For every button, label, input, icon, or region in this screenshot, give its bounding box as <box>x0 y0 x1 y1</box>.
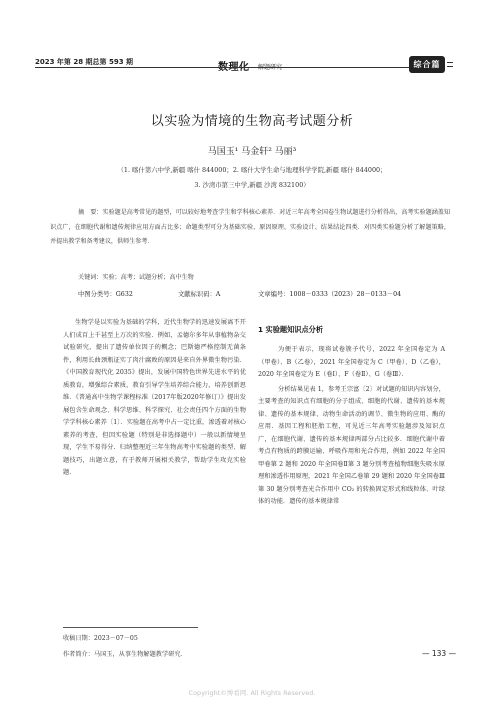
keywords: 关键词：实验；高考；试题分析；高中生物 <box>78 274 194 281</box>
author-bio: 作者简介：马国玉，从事生物解题教学研究． <box>63 651 187 658</box>
header-issue: 2023 年第 28 期总第 593 期 <box>35 58 134 66</box>
header-rule <box>35 67 445 68</box>
right-column <box>258 344 445 511</box>
section-heading: 1 实验题知识点分析 <box>258 325 324 334</box>
column-badge: 综合篇 <box>409 56 445 73</box>
document-code: 文献标识码：A <box>178 291 221 298</box>
clc-number: 中图分类号：G632 <box>78 291 133 298</box>
affiliation-1: （1. 喀什第六中学,新疆 喀什 844000；2. 喀什大学生命与地理科学学院,新疆 喀什 844000； <box>117 166 387 174</box>
header-brand-sub: 解题研究 <box>258 64 283 71</box>
right-paragraph: 为便于表示，现将试卷簇予代号，2022 年全国卷定为 A（甲卷）、B（乙卷），2021 年全国卷定为 C（甲卷）、D（乙卷），2020 年全国卷定为 E（卷Ⅰ）、F（卷Ⅱ）、G（卷Ⅲ）． <box>258 346 445 378</box>
right-paragraph: 分析结果见表 1，参考王宗富〔2〕对试题的知识内容划分，主要考查的知识点有细胞的分子组成、细胞的代谢、遗传的基本规律、遗传的基本规律、动物生命活动的调节、微生物的应用、酶的应用．基因工程和胚胎工程，可见近三年高考实验题涉及知识点广，在细胞代谢、遗传的基本规律两部分占比较多．细胞代谢中着考点有物质的跨膜运输、呼吸作用和光合作用，例如 2022 年全国甲卷第 2 题和 2020 年全国卷Ⅱ第 3 题分别考查植物细胞失吸水原理和渗透作用原理，2021 年全国乙卷第 29 题和 2020 年全国卷Ⅲ第 30 题分别考查光合作用中 CO₂ 的转换固定形式和线粒体、叶绿体的功能．遗传的基本规律常 <box>258 385 445 505</box>
left-paragraph: 生物学是以实验为基础的学科，近代生物学的迅速发展离不开人们成百上千甚至上万次的实验．例如，孟德尔多年从事植物杂交试验研究，提出了遗传单位因子的概念；巴斯德严格控制无菌条件，利用长曲颈瓶证实了肉汁腐败的原因是来自外界微生物污染．《中国教育现代化 2035》提出，发展中国特色世界先进水平的优质教育，增强综合素质，教育引导学生培养综合能力，培养创新思维．《普通高中生物学课程标准（2017年版2020年修订）》提出发展包含生命观念、科学思维、科学探究、社会责任四个方面的生物学学科核心素养〔1〕．实验题在高考中占一定比重，渗透着对核心素养的考查，但因实验题（特别是非选择题中）一般以新情境呈现，学生不易得分．归纳整理近三年生物高考中实验题的类型、解题技巧，出题立意，有于教师开展相关教学，帮助学生攻克实验题． <box>63 319 246 476</box>
article-number: 文章编号：1008－0333（2023）28－0133－04 <box>258 291 402 298</box>
copyright-notice: Copyright©博看网. All Rights Reserved. <box>188 689 316 697</box>
column-badge-mark <box>447 62 453 67</box>
left-column <box>63 317 246 480</box>
affiliation-2: 3. 沙湾市第三中学,新疆 沙湾 832100） <box>194 181 310 189</box>
page-number: — 133 — <box>422 649 457 658</box>
article-authors: 马国玉¹ 马金轩² 马丽³ <box>207 147 297 157</box>
header-brand: 数理化 <box>218 62 250 73</box>
article-title: 以实验为情境的生物高考试题分析 <box>150 114 354 129</box>
received-date: 收稿日期：2023－07－05 <box>63 635 138 642</box>
abstract: 摘 要：实验题是高考常见的题型，可以较好地考查学生和学科核心素养．对近三年高考全国卷生物试题进行分析得出，高考实验题涵盖知识点广，在细胞代谢和遗传规律应用方面占比多；命题类型可分为基础实验、原因原理、实验设计、结果结论四类．对四类实验题分析了解题策略，并提出教学和备考建议，供师生参考． <box>50 209 450 245</box>
footnote-rule <box>63 627 198 628</box>
